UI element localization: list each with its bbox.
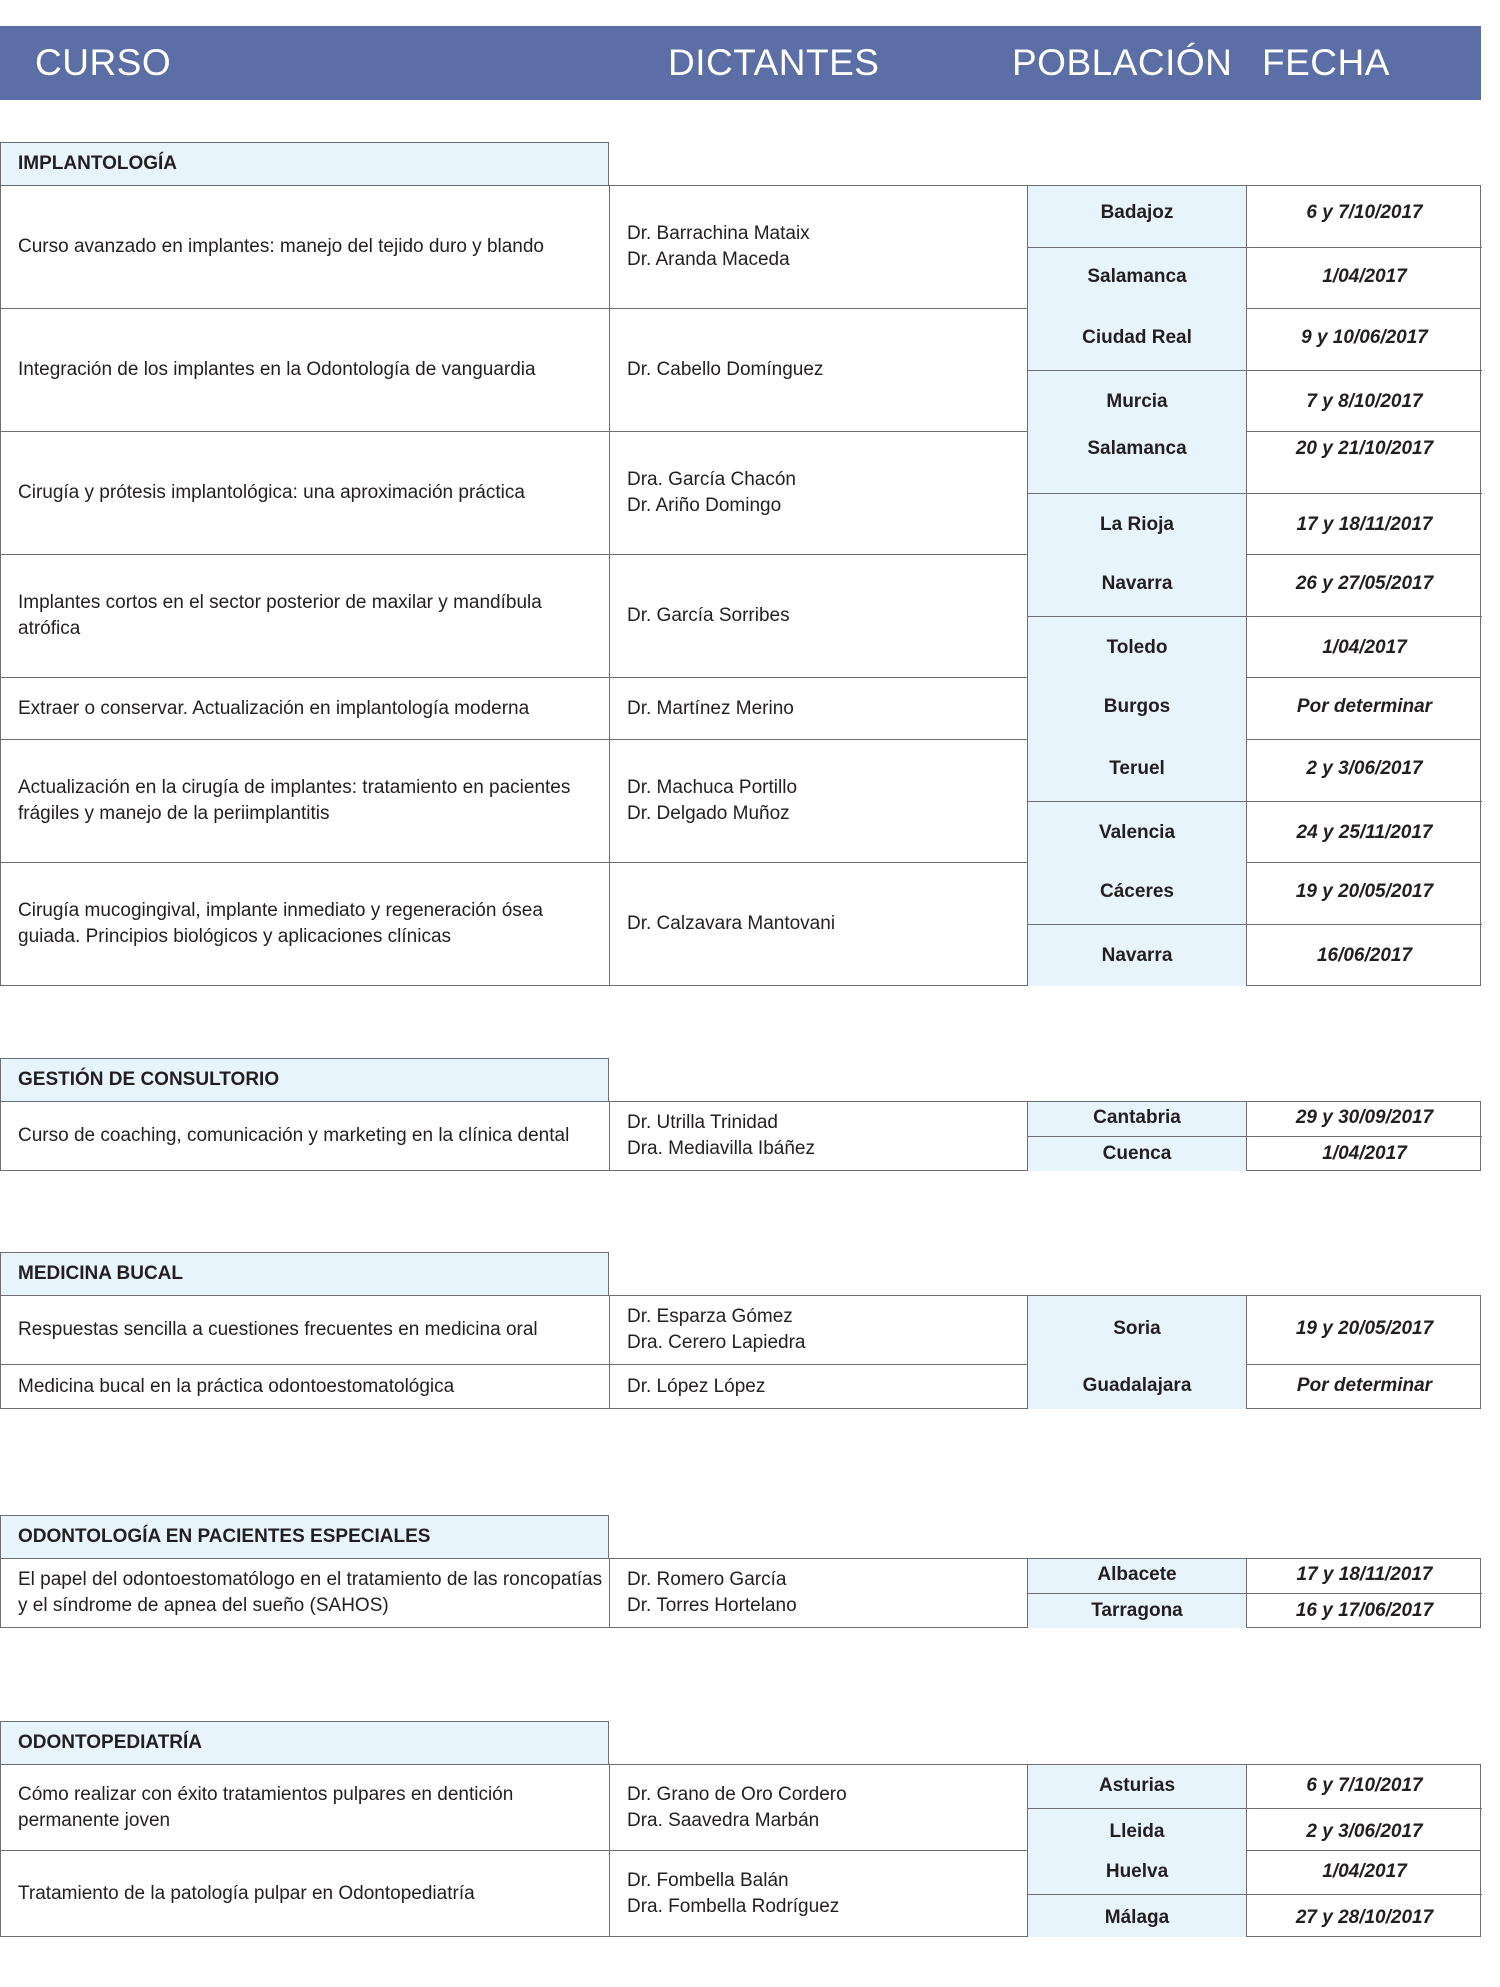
session-city: Navarra <box>1101 945 1173 966</box>
section-title: IMPLANTOLOGÍA <box>0 142 609 186</box>
session-date: 17 y 18/11/2017 <box>1296 1564 1433 1585</box>
sessions-cell <box>1028 186 1482 308</box>
session-row <box>1028 309 1482 370</box>
session-city: Teruel <box>1109 758 1165 779</box>
session-city-cell <box>1028 1137 1247 1171</box>
session-date: 2 y 3/06/2017 <box>1306 1821 1423 1842</box>
speaker-name: Dr. Ariño Domingo <box>627 495 782 516</box>
course-row <box>1 1559 1480 1628</box>
session-city: Cuenca <box>1102 1143 1172 1164</box>
sessions-cell <box>1028 309 1482 431</box>
session-city-cell <box>1028 309 1247 370</box>
session-city: Huelva <box>1105 1861 1169 1882</box>
session-date: 2 y 3/06/2017 <box>1306 758 1423 779</box>
sessions-cell <box>1028 1102 1482 1170</box>
session-row <box>1028 678 1482 740</box>
session-city-cell <box>1028 1851 1247 1894</box>
speakers-cell <box>610 1851 1028 1936</box>
course-row <box>1 1365 1480 1409</box>
session-city: Cantabria <box>1093 1107 1181 1128</box>
session-city-cell <box>1028 1296 1247 1365</box>
speaker-name: Dra. García Chacón <box>627 469 796 490</box>
section-title: ODONTOPEDIATRÍA <box>0 1721 609 1765</box>
session-date-cell <box>1247 1895 1482 1937</box>
session-date-cell <box>1247 1765 1482 1808</box>
session-row <box>1028 1765 1482 1808</box>
course-name <box>1 309 610 431</box>
session-date-cell <box>1247 248 1482 309</box>
session-city: Cáceres <box>1100 881 1174 902</box>
course-row <box>1 432 1480 555</box>
section-rows <box>0 1558 1481 1628</box>
session-date: 27 y 28/10/2017 <box>1295 1907 1434 1928</box>
speaker-name: Dra. Saavedra Marbán <box>627 1809 820 1831</box>
session-date-cell <box>1247 925 1482 986</box>
session-row <box>1028 740 1482 801</box>
course-name <box>1 1765 610 1850</box>
session-date: 1/04/2017 <box>1322 1143 1407 1164</box>
session-date-cell <box>1247 309 1482 370</box>
section-rows <box>0 1764 1481 1937</box>
course-name <box>1 740 610 862</box>
header-fecha: FECHA <box>1262 42 1390 83</box>
course-name <box>1 678 610 739</box>
session-date-cell <box>1247 555 1482 616</box>
session-row <box>1028 616 1482 678</box>
session-date: 6 y 7/10/2017 <box>1306 202 1423 223</box>
course-name <box>1 186 610 308</box>
course-row <box>1 309 1480 432</box>
session-row <box>1028 1296 1482 1365</box>
speakers-cell <box>610 863 1028 985</box>
session-row <box>1028 555 1482 616</box>
session-city: Ciudad Real <box>1082 327 1192 348</box>
speakers-cell <box>610 1102 1028 1170</box>
course-name-text: Implantes cortos en el sector posterior de maxilar y mandíbula atrófica <box>18 592 542 639</box>
session-city-cell <box>1028 432 1247 493</box>
section-title: ODONTOLOGÍA EN PACIENTES ESPECIALES <box>0 1515 609 1559</box>
sessions-cell <box>1028 863 1482 985</box>
course-row <box>1 678 1480 740</box>
course-name <box>1 863 610 985</box>
speaker-name: Dr. Calzavara Mantovani <box>627 913 836 934</box>
speaker-name: Dr. López López <box>627 1375 766 1397</box>
course-name-text: Curso avanzado en implantes: manejo del tejido duro y blando <box>18 236 544 257</box>
session-row <box>1028 1559 1482 1593</box>
session-row <box>1028 1851 1482 1894</box>
session-city-cell <box>1028 740 1247 801</box>
session-city-cell <box>1028 371 1247 432</box>
speakers-cell <box>610 1559 1028 1627</box>
speakers-cell <box>610 1765 1028 1850</box>
session-date: 7 y 8/10/2017 <box>1306 391 1423 412</box>
course-row <box>1 1296 1480 1365</box>
speakers-cell <box>610 309 1028 431</box>
session-date-cell <box>1247 863 1482 924</box>
speakers-cell <box>610 678 1028 739</box>
session-date-cell <box>1247 1137 1482 1171</box>
course-name <box>1 1559 610 1627</box>
session-city-cell <box>1028 1809 1247 1851</box>
session-date: 16/06/2017 <box>1316 945 1413 966</box>
course-row <box>1 186 1480 309</box>
speakers-cell <box>610 432 1028 554</box>
section-rows <box>0 1101 1481 1171</box>
course-row <box>1 1765 1480 1851</box>
session-date-cell <box>1247 371 1482 432</box>
session-row <box>1028 432 1482 493</box>
session-date-cell <box>1247 1559 1482 1593</box>
session-city-cell <box>1028 494 1247 555</box>
session-date: 26 y 27/05/2017 <box>1295 573 1434 594</box>
section-rows <box>0 185 1481 986</box>
session-date: 20 y 21/10/2017 <box>1295 438 1434 459</box>
session-city: Murcia <box>1106 391 1168 412</box>
course-name <box>1 555 610 677</box>
speaker-name: Dra. Fombella Rodríguez <box>627 1895 840 1917</box>
session-city-cell <box>1028 1102 1247 1136</box>
session-date: 1/04/2017 <box>1322 266 1407 287</box>
session-row <box>1028 1102 1482 1136</box>
session-city: Salamanca <box>1087 266 1187 287</box>
session-date-cell <box>1247 678 1482 740</box>
speaker-name: Dr. Torres Hortelano <box>627 1595 797 1616</box>
session-row <box>1028 1894 1482 1937</box>
session-row <box>1028 1808 1482 1851</box>
session-city: Asturias <box>1098 1775 1176 1796</box>
header-poblacion: POBLACIÓN <box>1012 42 1233 83</box>
course-row <box>1 740 1480 863</box>
session-city: Soria <box>1113 1318 1161 1339</box>
course-name <box>1 1102 610 1170</box>
speaker-name: Dr. Aranda Maceda <box>627 249 790 270</box>
session-date-cell <box>1247 1594 1482 1628</box>
session-city: Guadalajara <box>1082 1375 1192 1396</box>
session-city-cell <box>1028 1594 1247 1628</box>
session-date-cell <box>1247 1809 1482 1851</box>
session-row <box>1028 924 1482 986</box>
session-row <box>1028 1593 1482 1628</box>
session-city-cell <box>1028 1559 1247 1593</box>
speakers-cell <box>610 740 1028 862</box>
session-date-cell <box>1247 740 1482 801</box>
session-row <box>1028 863 1482 924</box>
session-city-cell <box>1028 925 1247 986</box>
session-city-cell <box>1028 802 1247 863</box>
course-name <box>1 1851 610 1936</box>
session-date-cell <box>1247 617 1482 678</box>
speakers-cell <box>610 1365 1028 1408</box>
session-city: Albacete <box>1097 1564 1177 1585</box>
sessions-cell <box>1028 1365 1482 1408</box>
session-city-cell <box>1028 1765 1247 1808</box>
sessions-cell <box>1028 678 1482 739</box>
session-date: 1/04/2017 <box>1322 1861 1407 1882</box>
session-city-cell <box>1028 678 1247 740</box>
session-date: Por determinar <box>1296 1375 1433 1396</box>
speaker-name: Dra. Mediavilla Ibáñez <box>627 1138 815 1159</box>
sessions-cell <box>1028 555 1482 677</box>
course-name-text: Medicina bucal en la práctica odontoestomatológica <box>18 1375 455 1397</box>
course-name-text: Tratamiento de la patología pulpar en Odontopediatría <box>18 1882 475 1904</box>
session-row <box>1028 247 1482 309</box>
session-city: Málaga <box>1104 1907 1170 1928</box>
course-name-text: Cirugía y prótesis implantológica: una aproximación práctica <box>18 482 525 503</box>
session-city: Toledo <box>1106 637 1168 658</box>
sessions-cell <box>1028 740 1482 862</box>
speaker-name: Dr. García Sorribes <box>627 605 790 626</box>
session-row <box>1028 1136 1482 1171</box>
course-name-text: Cómo realizar con éxito tratamientos pulpares en dentición permanente joven <box>18 1783 514 1831</box>
session-date-cell <box>1247 1102 1482 1136</box>
session-row <box>1028 493 1482 555</box>
section-title: GESTIÓN DE CONSULTORIO <box>0 1058 609 1102</box>
session-date: 24 y 25/11/2017 <box>1296 822 1433 843</box>
session-row <box>1028 801 1482 863</box>
course-name-text: Integración de los implantes en la Odontología de vanguardia <box>18 359 536 380</box>
session-row <box>1028 1365 1482 1409</box>
header-curso: CURSO <box>35 42 172 83</box>
session-date-cell <box>1247 1851 1482 1894</box>
session-date: 17 y 18/11/2017 <box>1296 514 1433 535</box>
sessions-cell <box>1028 1296 1482 1364</box>
section-title: MEDICINA BUCAL <box>0 1252 609 1296</box>
session-city-cell <box>1028 186 1247 247</box>
sessions-cell <box>1028 432 1482 554</box>
speakers-cell <box>610 555 1028 677</box>
speaker-name: Dr. Barrachina Mataix <box>627 223 810 244</box>
course-name <box>1 432 610 554</box>
speaker-name: Dr. Delgado Muñoz <box>627 803 790 824</box>
course-name-text: Extraer o conservar. Actualización en implantología moderna <box>18 697 530 719</box>
speaker-name: Dr. Esparza Gómez <box>627 1306 793 1327</box>
course-row <box>1 1102 1480 1171</box>
course-name-text: Cirugía mucogingival, implante inmediato y regeneración ósea guiada. Principios biológicos y aplicaciones clínicas <box>18 900 543 947</box>
session-date: 19 y 20/05/2017 <box>1295 1318 1434 1339</box>
session-city: Burgos <box>1103 696 1171 717</box>
speaker-name: Dr. Romero García <box>627 1569 787 1590</box>
course-row <box>1 863 1480 986</box>
session-city-cell <box>1028 863 1247 924</box>
course-name-text: El papel del odontoestomatólogo en el tratamiento de las roncopatías y el síndrome de apnea del sueño (SAHOS) <box>18 1569 603 1616</box>
session-city-cell <box>1028 1365 1247 1409</box>
speaker-name: Dr. Cabello Domínguez <box>627 359 824 380</box>
session-row <box>1028 186 1482 247</box>
course-name <box>1 1296 610 1364</box>
speaker-name: Dr. Martínez Merino <box>627 697 794 719</box>
session-city-cell <box>1028 248 1247 309</box>
session-city: Tarragona <box>1091 1600 1183 1621</box>
speaker-name: Dr. Utrilla Trinidad <box>627 1112 778 1133</box>
session-city: La Rioja <box>1100 514 1174 535</box>
session-city-cell <box>1028 617 1247 678</box>
speaker-name: Dr. Machuca Portillo <box>627 777 798 798</box>
session-date-cell <box>1247 802 1482 863</box>
speakers-cell <box>610 1296 1028 1364</box>
sessions-cell <box>1028 1851 1482 1936</box>
session-date: 6 y 7/10/2017 <box>1306 1775 1423 1796</box>
session-date: 29 y 30/09/2017 <box>1295 1107 1434 1128</box>
session-city-cell <box>1028 555 1247 616</box>
session-date-cell <box>1247 186 1482 247</box>
session-date-cell <box>1247 494 1482 555</box>
sessions-cell <box>1028 1559 1482 1627</box>
speaker-name: Dr. Grano de Oro Cordero <box>627 1783 847 1805</box>
course-row <box>1 555 1480 678</box>
session-row <box>1028 370 1482 432</box>
table-header <box>0 26 1481 100</box>
speaker-name: Dra. Cerero Lapiedra <box>627 1332 806 1353</box>
course-row <box>1 1851 1480 1937</box>
section-rows <box>0 1295 1481 1409</box>
session-date-cell <box>1247 1365 1482 1409</box>
session-date: 9 y 10/06/2017 <box>1301 327 1428 348</box>
session-city: Navarra <box>1101 573 1173 594</box>
course-name <box>1 1365 610 1408</box>
session-city-cell <box>1028 1895 1247 1937</box>
session-city: Salamanca <box>1087 438 1187 459</box>
session-city: Valencia <box>1098 822 1176 843</box>
session-date: Por determinar <box>1296 696 1433 717</box>
course-name-text: Actualización en la cirugía de implantes: tratamiento en pacientes frágiles y manejo de la periimplantitis <box>18 777 571 824</box>
session-date-cell <box>1247 432 1482 493</box>
course-name-text: Curso de coaching, comunicación y marketing en la clínica dental <box>18 1125 570 1146</box>
speakers-cell <box>610 186 1028 308</box>
course-name-text: Respuestas sencilla a cuestiones frecuentes en medicina oral <box>18 1319 538 1340</box>
session-date-cell <box>1247 1296 1482 1365</box>
session-city: Badajoz <box>1100 202 1174 223</box>
session-date: 1/04/2017 <box>1322 637 1407 658</box>
session-date: 19 y 20/05/2017 <box>1295 881 1434 902</box>
sessions-cell <box>1028 1765 1482 1850</box>
header-dictantes: DICTANTES <box>668 42 880 83</box>
session-date: 16 y 17/06/2017 <box>1295 1600 1434 1621</box>
session-city: Lleida <box>1109 1821 1165 1842</box>
speaker-name: Dr. Fombella Balán <box>627 1869 789 1891</box>
